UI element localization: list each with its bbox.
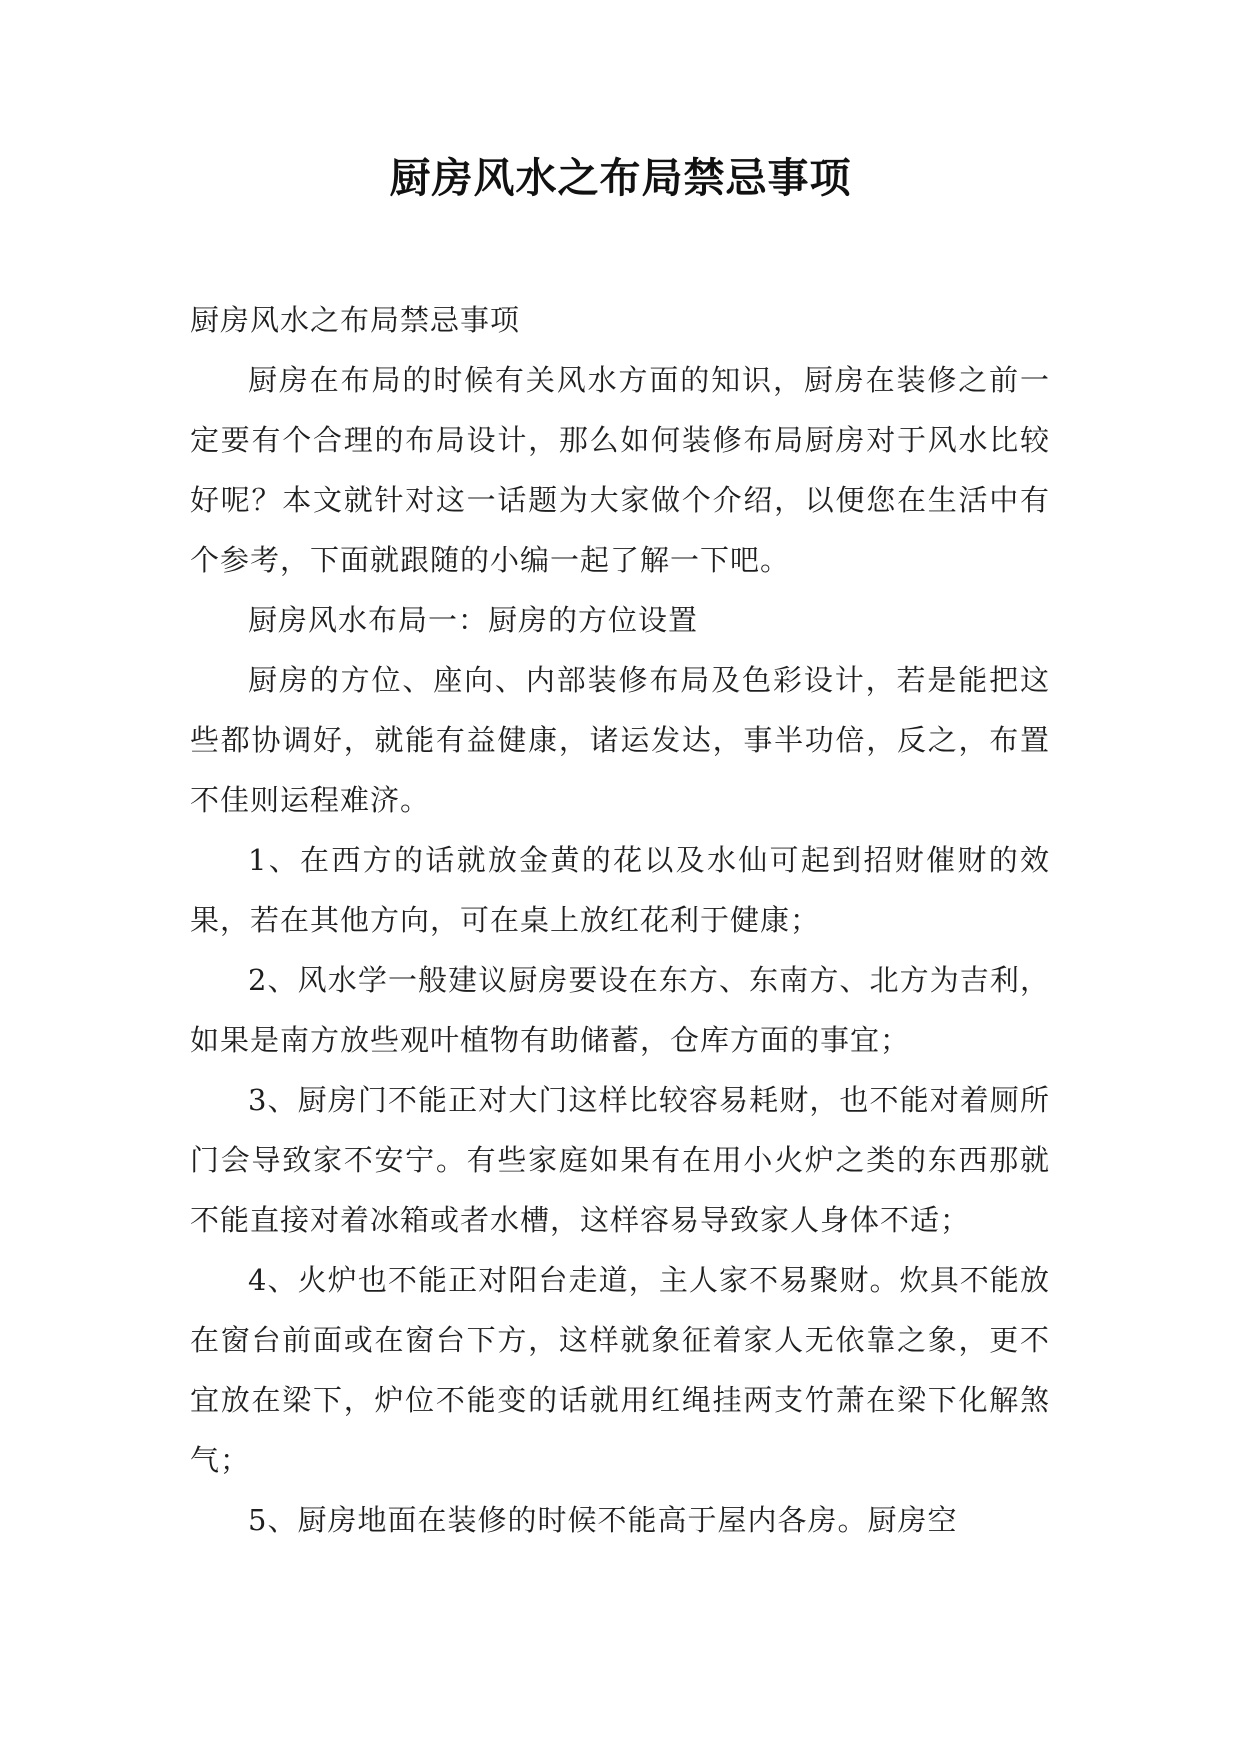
body-paragraph: 厨房的方位、座向、内部装修布局及色彩设计，若是能把这些都协调好，就能有益健康，诸运发达，事半功倍，反之，布置不佳则运程难济。 xyxy=(190,663,1050,817)
subtitle-paragraph: 厨房风水之布局禁忌事项 xyxy=(190,303,521,337)
list-item: 3、厨房门不能正对大门这样比较容易耗财，也不能对着厕所门会导致家不安宁。有些家庭如果有在用小火炉之类的东西那就不能直接对着冰箱或者水槽，这样容易导致家人身体不适； xyxy=(190,1083,1050,1237)
list-item: 5、厨房地面在装修的时候不能高于屋内各房。厨房空 xyxy=(248,1503,958,1537)
section-heading: 厨房风水布局一：厨房的方位设置 xyxy=(248,603,699,637)
list-item: 1、在西方的话就放金黄的花以及水仙可起到招财催财的效果，若在其他方向，可在桌上放红花利于健康； xyxy=(190,843,1050,937)
list-item: 4、火炉也不能正对阳台走道，主人家不易聚财。炊具不能放在窗台前面或在窗台下方，这样就象征着家人无依靠之象，更不宜放在梁下，炉位不能变的话就用红绳挂两支竹萧在梁下化解煞气； xyxy=(190,1263,1050,1477)
document-title: 厨房风水之布局禁忌事项 xyxy=(389,154,852,202)
intro-paragraph: 厨房在布局的时候有关风水方面的知识，厨房在装修之前一定要有个合理的布局设计，那么如何装修布局厨房对于风水比较好呢？本文就针对这一话题为大家做个介绍，以便您在生活中有个参考，下面就跟随的小编一起了解一下吧。 xyxy=(190,363,1050,577)
document-body xyxy=(190,290,1050,1550)
list-item: 2、风水学一般建议厨房要设在东方、东南方、北方为吉利，如果是南方放些观叶植物有助储蓄，仓库方面的事宜； xyxy=(190,963,1050,1057)
